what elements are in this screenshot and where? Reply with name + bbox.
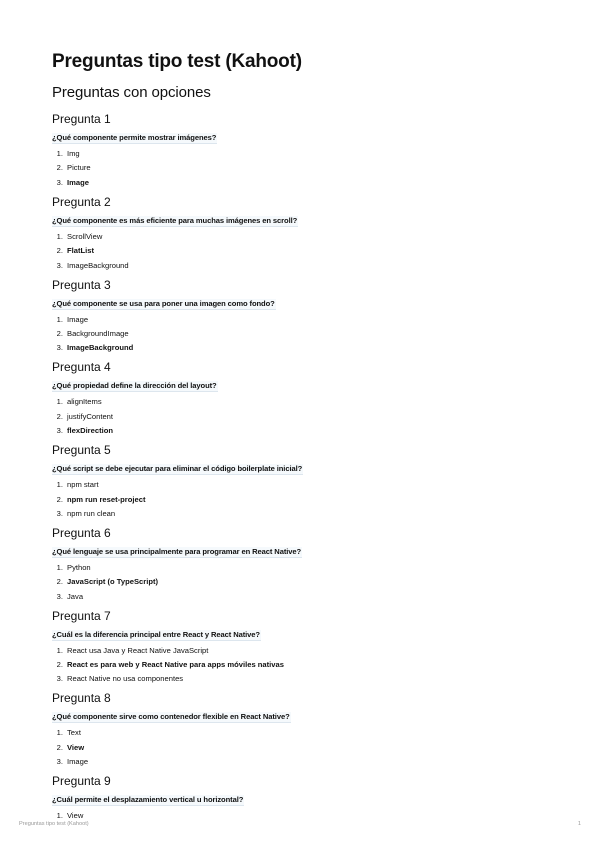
- option-text: JavaScript (o TypeScript): [67, 577, 159, 587]
- question-block: [52, 194, 552, 271]
- option-text: Image: [67, 314, 89, 324]
- question-text: ¿Cuál es la diferencia principal entre React y React Native?: [52, 629, 260, 639]
- question-block: [52, 525, 552, 602]
- option-text: Img: [67, 149, 80, 158]
- question-text: ¿Qué script se debe ejecutar para eliminar el código boilerplate inicial?: [52, 464, 303, 474]
- question-text: ¿Qué componente se usa para poner una imagen como fondo?: [52, 298, 275, 308]
- option-item: [52, 397, 552, 407]
- option-text: View: [67, 811, 84, 821]
- option-item: [52, 811, 552, 821]
- option-item-correct: [52, 426, 552, 436]
- option-text: React es para web y React Native para apps móviles nativas: [67, 660, 284, 670]
- option-number: 1.: [56, 728, 63, 738]
- question-title: Pregunta 5: [52, 443, 111, 458]
- option-number: 2.: [56, 660, 63, 670]
- option-number: 2.: [56, 246, 63, 256]
- document-title: Preguntas tipo test (Kahoot): [52, 51, 302, 72]
- question-text: ¿Qué lenguaje se usa principalmente para programar en React Native?: [52, 546, 302, 556]
- question-title: Pregunta 1: [52, 112, 111, 126]
- option-item: [52, 315, 552, 325]
- question-title: Pregunta 2: [52, 194, 111, 209]
- option-item-correct: [52, 743, 552, 753]
- option-number: 1.: [56, 645, 63, 655]
- option-item: [52, 261, 552, 271]
- question-block: [52, 277, 552, 354]
- option-number: 1.: [56, 397, 63, 407]
- section-title: Preguntas con opciones: [52, 84, 211, 101]
- question-text: ¿Cuál permite el desplazamiento vertical u horizontal?: [52, 795, 244, 805]
- option-number: 2.: [56, 411, 63, 421]
- option-item: [52, 329, 552, 339]
- question-title: Pregunta 3: [52, 277, 111, 292]
- option-text: flexDirection: [67, 426, 113, 436]
- question-text: ¿Qué componente sirve como contenedor flexible en React Native?: [52, 712, 290, 722]
- option-number: 2.: [56, 494, 63, 504]
- option-item: [52, 509, 552, 519]
- option-text: npm run reset-project: [67, 494, 146, 504]
- option-number: 1.: [56, 562, 63, 572]
- option-item-correct: [52, 577, 552, 587]
- option-item: [52, 728, 552, 738]
- option-text: Image: [67, 177, 89, 187]
- question-title: Pregunta 7: [52, 608, 111, 623]
- option-item: [52, 232, 552, 242]
- option-number: 1.: [56, 231, 63, 241]
- option-item-correct: [52, 246, 552, 256]
- option-item-correct: [52, 660, 552, 670]
- question-block: [52, 608, 552, 685]
- option-item: [52, 674, 552, 684]
- option-list: [52, 646, 552, 685]
- option-item-correct: [52, 343, 552, 353]
- option-text: Python: [67, 562, 91, 572]
- option-text: Text: [67, 728, 81, 738]
- option-number: 3.: [56, 177, 63, 187]
- option-number: 1.: [56, 314, 63, 324]
- option-text: FlatList: [67, 246, 95, 256]
- question-title: Pregunta 8: [52, 691, 111, 706]
- option-text: ScrollView: [67, 231, 103, 241]
- option-text: npm start: [67, 480, 99, 490]
- question-text: ¿Qué componente permite mostrar imágenes?: [52, 133, 217, 142]
- option-list: [52, 232, 552, 271]
- question-block: [52, 773, 552, 821]
- option-text: Image: [67, 757, 89, 767]
- question-title: Pregunta 4: [52, 360, 111, 375]
- option-number: 3.: [56, 260, 63, 270]
- question-list: [52, 111, 552, 821]
- question-block: [52, 690, 552, 767]
- option-number: 2.: [56, 577, 63, 587]
- option-list: [52, 480, 552, 519]
- option-item: [52, 757, 552, 767]
- option-item: [52, 592, 552, 602]
- option-list: [52, 315, 552, 354]
- option-text: Picture: [67, 163, 91, 173]
- option-list: [52, 149, 552, 188]
- option-number: 3.: [56, 343, 63, 353]
- option-text: ImageBackground: [67, 260, 129, 270]
- option-number: 1.: [56, 480, 63, 490]
- option-item: [52, 412, 552, 422]
- option-item: [52, 163, 552, 173]
- option-text: npm run clean: [67, 508, 116, 518]
- option-item: [52, 646, 552, 656]
- option-text: View: [67, 742, 85, 752]
- option-number: 1.: [56, 811, 63, 821]
- option-text: ImageBackground: [67, 343, 134, 353]
- document-page: [52, 50, 552, 827]
- option-number: 1.: [56, 149, 63, 158]
- option-number: 3.: [56, 426, 63, 436]
- option-item: [52, 149, 552, 159]
- option-text: BackgroundImage: [67, 328, 129, 338]
- question-text: ¿Qué propiedad define la dirección del layout?: [52, 381, 217, 391]
- option-number: 3.: [56, 674, 63, 684]
- page-number: 1: [577, 821, 581, 827]
- option-text: Java: [67, 591, 84, 601]
- footer-title: Preguntas tipo test (Kahoot): [19, 821, 89, 827]
- question-block: [52, 359, 552, 436]
- question-text: ¿Qué componente es más eficiente para muchas imágenes en scroll?: [52, 215, 298, 225]
- question-title: Pregunta 6: [52, 525, 111, 540]
- option-item-correct: [52, 178, 552, 188]
- option-number: 3.: [56, 757, 63, 767]
- question-block: [52, 442, 552, 519]
- option-number: 2.: [56, 742, 63, 752]
- question-block: [52, 111, 552, 188]
- option-number: 3.: [56, 508, 63, 518]
- option-text: React usa Java y React Native JavaScript: [67, 645, 209, 655]
- option-item: [52, 480, 552, 490]
- option-text: React Native no usa componentes: [67, 674, 184, 684]
- option-number: 3.: [56, 591, 63, 601]
- option-text: alignItems: [67, 397, 102, 407]
- option-list: [52, 563, 552, 602]
- option-list: [52, 811, 552, 821]
- option-number: 2.: [56, 328, 63, 338]
- option-item-correct: [52, 495, 552, 505]
- option-text: justifyContent: [67, 411, 114, 421]
- option-number: 2.: [56, 163, 63, 173]
- question-title: Pregunta 9: [52, 774, 111, 789]
- option-list: [52, 397, 552, 436]
- option-list: [52, 728, 552, 767]
- option-item: [52, 563, 552, 573]
